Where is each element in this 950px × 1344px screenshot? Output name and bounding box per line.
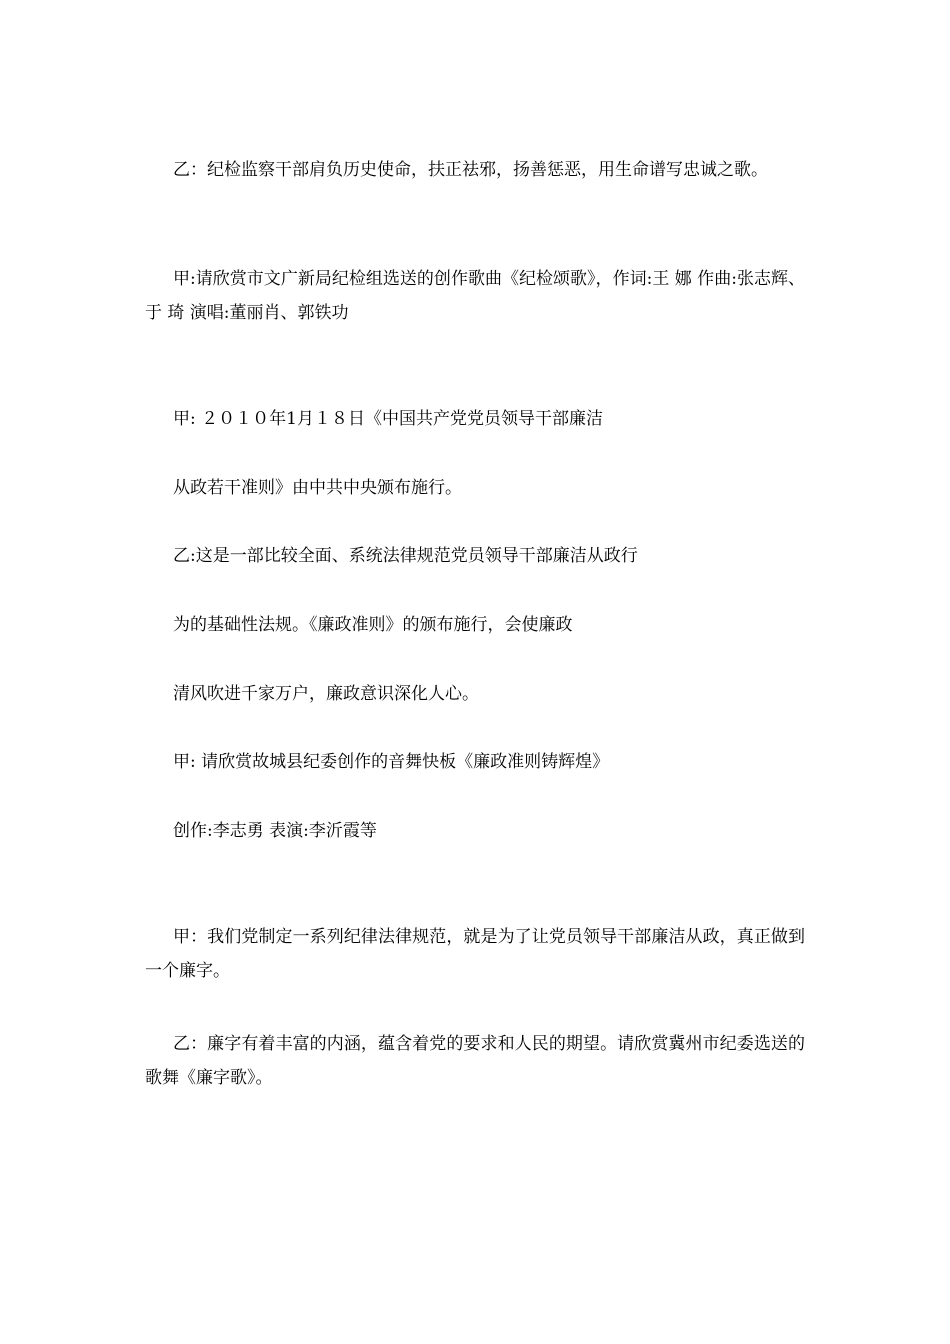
paragraph-3-line-2: 从政若干准则》由中共中央颁布施行。: [173, 478, 462, 498]
paragraph-1: 乙：纪检监察干部肩负历史使命，扶正祛邪，扬善惩恶，用生命谱写忠诚之歌。: [173, 160, 768, 180]
paragraph-3-line-1: 甲: ２０１０年1月１８日《中国共产党党员领导干部廉洁: [173, 409, 603, 429]
paragraph-2: 甲:请欣赏市文广新局纪检组选送的创作歌曲《纪检颂歌》，作词:王 娜 作曲:张志辉、于 琦 演唱:董丽肖、郭铁功: [145, 269, 805, 323]
paragraph-4-line-1: 乙:这是一部比较全面、系统法律规范党员领导干部廉洁从政行: [173, 546, 638, 566]
paragraph-4-line-3: 清风吹进千家万户，廉政意识深化人心。: [173, 684, 479, 704]
paragraph-5: 甲: 请欣赏故城县纪委创作的音舞快板《廉政准则铸辉煌》: [173, 752, 610, 772]
paragraph-6: 创作:李志勇 表演:李沂霞等: [173, 821, 377, 841]
paragraph-4-line-2: 为的基础性法规。《廉政准则》的颁布施行，会使廉政: [173, 615, 573, 635]
paragraph-8: 乙：廉字有着丰富的内涵，蕴含着党的要求和人民的期望。请欣赏冀州市纪委选送的歌舞《廉字歌》。: [145, 1034, 805, 1088]
paragraph-7: 甲：我们党制定一系列纪律法律规范，就是为了让党员领导干部廉洁从政，真正做到一个廉字。: [145, 927, 805, 981]
